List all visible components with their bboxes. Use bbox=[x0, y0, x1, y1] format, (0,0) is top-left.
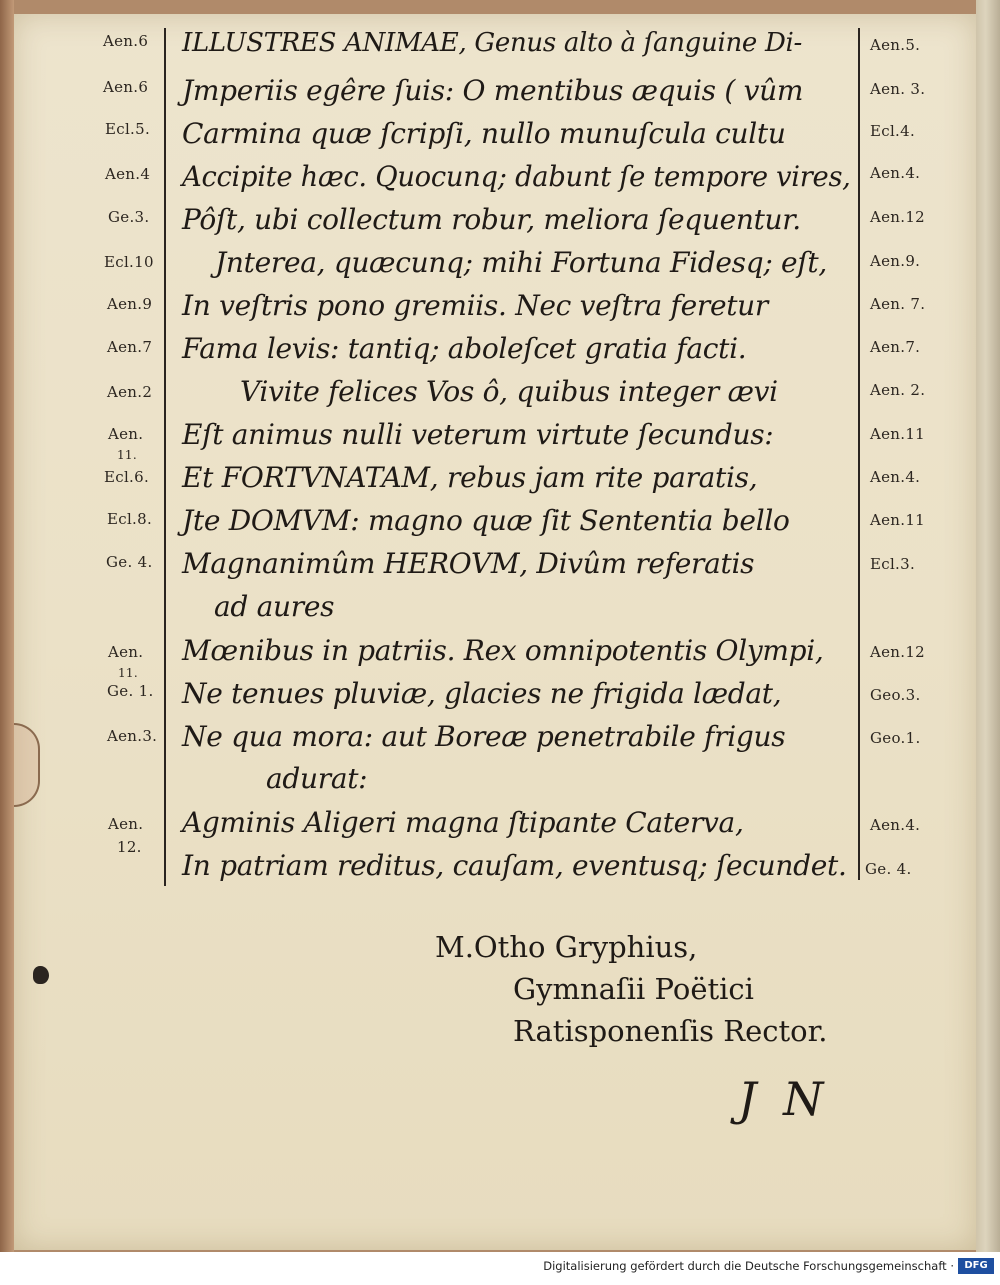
right-margin-note: Aen.11 bbox=[870, 511, 926, 529]
left-margin-note: Aen. bbox=[108, 643, 144, 661]
ink-blot bbox=[33, 966, 49, 984]
book-edge bbox=[976, 0, 1000, 1252]
author-office: Ratisponenſis Rector. bbox=[513, 1014, 828, 1048]
right-margin-note: Aen.4. bbox=[870, 816, 921, 834]
verse-line: Magnanimûm HEROVM, Divûm referatis bbox=[182, 547, 755, 580]
author-title: Gymnaſii Poëtici bbox=[513, 972, 754, 1006]
right-rule bbox=[858, 28, 860, 880]
verse-line: ad aures bbox=[214, 590, 335, 623]
left-margin-note: Ge. 1. bbox=[107, 682, 154, 700]
verse-line: Pôſt, ubi collectum robur, meliora ſequentur. bbox=[182, 203, 801, 236]
verse-line: ILLUSTRES ANIMAE, Genus alto à ſanguine Di- bbox=[182, 28, 802, 58]
left-margin-note: Aen.9 bbox=[107, 295, 153, 313]
left-margin-note: Ecl.6. bbox=[104, 468, 150, 486]
right-margin-note: Ecl.4. bbox=[870, 122, 916, 140]
verse-line: Vivite felices Vos ô, quibus integer ævi bbox=[240, 375, 778, 408]
verse-line: Fama levis: tantiq; aboleſcet gratia facti. bbox=[182, 332, 747, 365]
author-name: M.Otho Gryphius, bbox=[435, 930, 698, 964]
left-margin-note: Ecl.8. bbox=[107, 510, 153, 528]
right-margin-note: Aen.9. bbox=[870, 252, 921, 270]
right-margin-note: Aen.11 bbox=[870, 425, 926, 443]
left-margin-note: Ge. 4. bbox=[106, 553, 153, 571]
dfg-logo: DFG bbox=[958, 1258, 994, 1274]
verse-line: In veſtris pono gremiis. Nec veſtra feretur bbox=[182, 289, 768, 322]
right-margin-note: Ge. 4. bbox=[865, 860, 912, 878]
verse-line: Ne qua mora: aut Boreæ penetrabile frigus bbox=[182, 720, 786, 753]
verse-line: Jte DOMVM: magno quæ ſit Sententia bello bbox=[182, 504, 790, 537]
left-margin-note: Ecl.5. bbox=[105, 120, 151, 138]
right-margin-note: Aen.12 bbox=[870, 643, 926, 661]
verse-line: Eſt animus nulli veterum virtute ſecundus: bbox=[182, 418, 774, 451]
verse-line: Mœnibus in patriis. Rex omnipotentis Olympi, bbox=[182, 634, 824, 667]
left-margin-note: Aen.7 bbox=[107, 338, 153, 356]
left-margin-note: Ge.3. bbox=[108, 208, 150, 226]
left-margin-note: 12. bbox=[117, 838, 142, 856]
verse-line: In patriam reditus, cauſam, eventusq; ſecundet. bbox=[182, 849, 847, 882]
left-margin-note: 11. bbox=[118, 666, 138, 680]
verse-line: Ne tenues pluviæ, glacies ne frigida lædat, bbox=[182, 677, 782, 710]
left-margin-note: 11. bbox=[117, 448, 137, 462]
left-margin-note: Aen.3. bbox=[107, 727, 158, 745]
paper-leaf bbox=[14, 14, 976, 1250]
verse-line: Accipite hæc. Quocunq; dabunt ſe tempore vires, bbox=[182, 160, 851, 193]
left-margin-note: Aen.6 bbox=[103, 78, 149, 96]
verse-line: Carmina quæ ſcripſi, nullo munuſcula cultu bbox=[182, 117, 786, 150]
left-margin-note: Ecl.10 bbox=[104, 253, 154, 271]
right-margin-note: Aen.7. bbox=[870, 338, 921, 356]
left-margin-note: Aen. bbox=[108, 815, 144, 833]
footer-bar bbox=[0, 1252, 1000, 1285]
right-margin-note: Aen. 7. bbox=[870, 295, 926, 313]
right-margin-note: Aen.4. bbox=[870, 468, 921, 486]
right-margin-note: Aen.4. bbox=[870, 164, 921, 182]
verse-line: Jmperiis egêre ſuis: O mentibus æquis ( vûm bbox=[182, 74, 804, 107]
right-margin-note: Aen. 2. bbox=[870, 381, 926, 399]
right-margin-note: Aen.12 bbox=[870, 208, 926, 226]
right-margin-note: Geo.1. bbox=[870, 729, 921, 747]
verse-line: Agminis Aligeri magna ſtipante Caterva, bbox=[182, 806, 744, 839]
left-rule bbox=[164, 28, 166, 886]
funding-credit: Digitalisierung gefördert durch die Deutsche Forschungsgemeinschaft · bbox=[543, 1259, 954, 1273]
right-margin-note: Geo.3. bbox=[870, 686, 921, 704]
binding-clasp bbox=[14, 723, 40, 807]
left-margin-note: Aen. bbox=[108, 425, 144, 443]
verse-line: adurat: bbox=[266, 762, 368, 795]
verse-line: Et FORTVNATAM, rebus jam rite paratis, bbox=[182, 461, 758, 494]
left-margin-note: Aen.2 bbox=[107, 383, 153, 401]
right-margin-note: Aen. 3. bbox=[870, 80, 926, 98]
right-margin-note: Ecl.3. bbox=[870, 555, 916, 573]
left-margin-note: Aen.4 bbox=[105, 165, 151, 183]
right-margin-note: Aen.5. bbox=[870, 36, 921, 54]
monogram: J N bbox=[738, 1072, 830, 1126]
verse-line: Jnterea, quæcunq; mihi Fortuna Fidesq; eſt, bbox=[215, 246, 827, 279]
left-margin-note: Aen.6 bbox=[103, 32, 149, 50]
